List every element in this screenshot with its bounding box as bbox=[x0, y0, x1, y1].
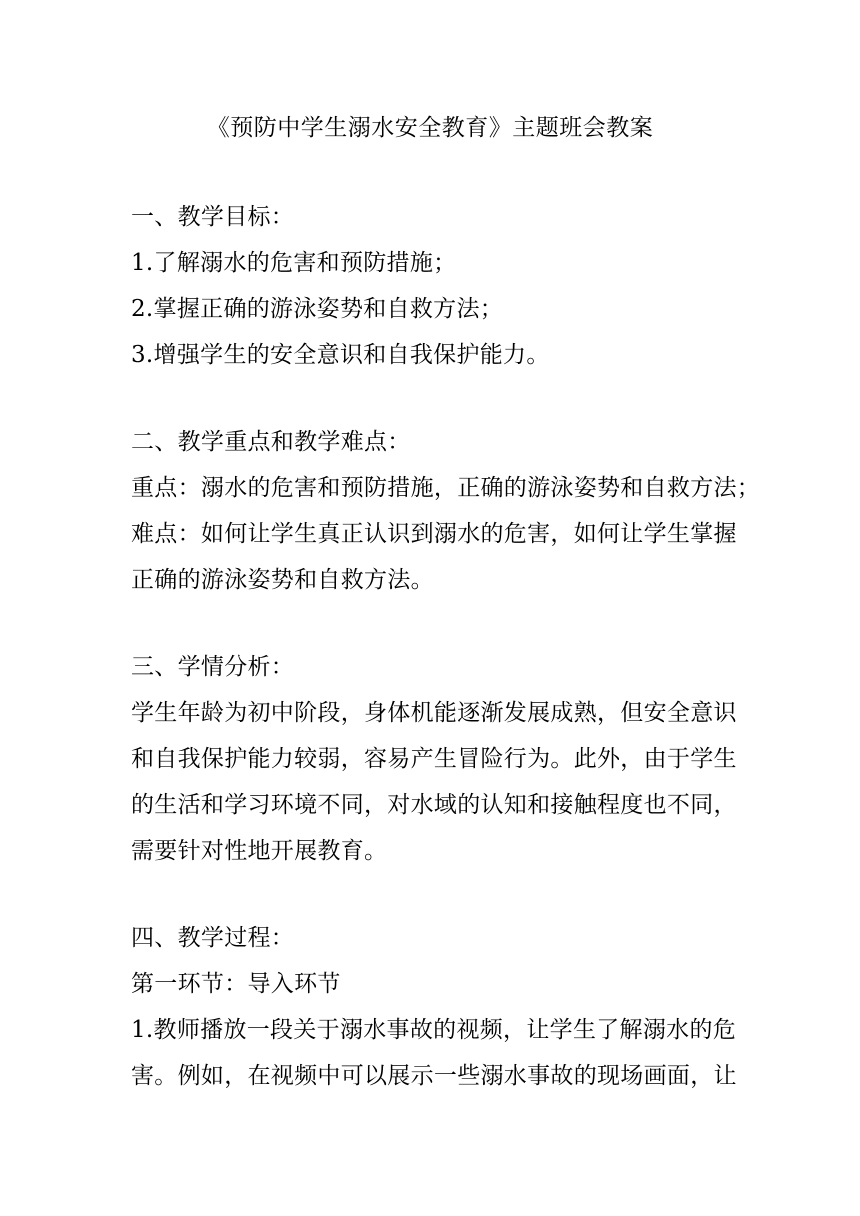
process-text-line-1: 1.教师播放一段关于溺水事故的视频，让学生了解溺水的危 bbox=[131, 1017, 737, 1043]
process-text-line-2: 害。例如，在视频中可以展示一些溺水事故的现场画面，让 bbox=[131, 1063, 737, 1089]
objective-item-3: 3.增强学生的安全意识和自我保护能力。 bbox=[131, 342, 550, 368]
process-step-heading: 第一环节：导入环节 bbox=[131, 971, 341, 997]
document-title: 《预防中学生溺水安全教育》主题班会教案 bbox=[206, 115, 654, 141]
section-heading-objectives: 一、教学目标： bbox=[131, 204, 295, 230]
objective-item-1: 1.了解溺水的危害和预防措施； bbox=[131, 250, 457, 276]
section-heading-key-points: 二、教学重点和教学难点： bbox=[131, 429, 411, 455]
analysis-text-line-3: 的生活和学习环境不同，对水域的认知和接触程度也不同， bbox=[131, 792, 737, 818]
analysis-text-line-1: 学生年龄为初中阶段，身体机能逐渐发展成熟，但安全意识 bbox=[131, 700, 737, 726]
analysis-text-line-4: 需要针对性地开展教育。 bbox=[131, 838, 388, 864]
objective-item-2: 2.掌握正确的游泳姿势和自救方法； bbox=[131, 296, 504, 322]
difficulty-text-line-1: 难点：如何让学生真正认识到溺水的危害，如何让学生掌握 bbox=[131, 521, 737, 547]
key-point-text: 重点：溺水的危害和预防措施，正确的游泳姿势和自救方法； bbox=[131, 475, 761, 501]
section-heading-process: 四、教学过程： bbox=[131, 925, 295, 951]
difficulty-text-line-2: 正确的游泳姿势和自救方法。 bbox=[131, 567, 434, 593]
section-heading-analysis: 三、学情分析： bbox=[131, 654, 295, 680]
analysis-text-line-2: 和自我保护能力较弱，容易产生冒险行为。此外，由于学生 bbox=[131, 746, 737, 772]
